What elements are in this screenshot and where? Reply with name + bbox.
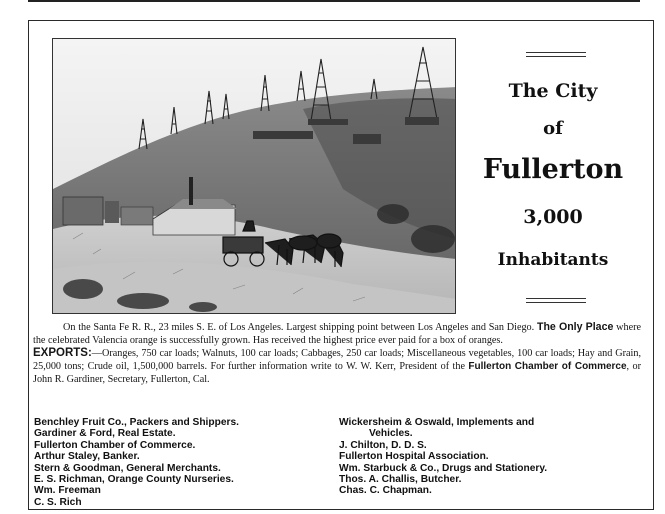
heading-the-city: The City — [508, 80, 598, 102]
business-entry: Wm. Freeman — [34, 485, 101, 497]
double-rule-top-2 — [526, 56, 586, 57]
inhabitants-label: Inhabitants — [497, 250, 609, 270]
exports-tail: , or John R. Gardiner, Secretary, Fullerton, Cal. — [33, 361, 641, 386]
top-rule — [28, 0, 640, 2]
business-entry-continued: Vehicles. — [369, 428, 413, 440]
business-entry: Fullerton Chamber of Commerce. — [34, 439, 196, 451]
double-rule-top — [526, 52, 586, 53]
intro-paragraph — [33, 321, 641, 347]
photo-illustration — [53, 39, 456, 314]
business-entry: Thos. A. Challis, Butcher. — [339, 474, 462, 486]
chamber-of-commerce-emphasis: Fullerton Chamber of Commerce — [468, 361, 627, 373]
intro-text-1: On the Santa Fe R. R., 23 miles S. E. of Los Angeles. Largest shipping point between Los Angeles and San Diego. — [63, 322, 535, 333]
business-entry: C. S. Rich — [34, 496, 82, 508]
double-rule-bottom-2 — [526, 302, 586, 303]
intro-text-2: where the celebrated Valencia orange is successfully grown. Has received the highest price ever paid for a box of oranges. — [33, 322, 642, 347]
oil-field-photo — [52, 38, 456, 314]
population-count: 3,000 — [523, 206, 583, 228]
business-entry: E. S. Richman, Orange County Nurseries. — [34, 474, 234, 486]
business-list-left — [34, 417, 324, 508]
business-entry: Wm. Starbuck & Co., Drugs and Stationery. — [339, 462, 548, 474]
exports-text: —Oranges, 750 car loads; Walnuts, 100 car loads; Cabbages, 250 car loads; Miscellaneous vegetables, 100 car loads; Hay and Grain, 25,000 tons; Crude oil, 1,500,000 barrels. For further information write to W. W. Kerr, President of the — [33, 348, 641, 373]
exports-label: EXPORTS: — [33, 347, 92, 360]
business-entry: Benchley Fruit Co., Packers and Shippers. — [34, 417, 239, 428]
city-heading-panel — [462, 38, 644, 314]
business-entry: Stern & Goodman, General Merchants. — [34, 462, 221, 474]
business-list-right — [339, 417, 639, 497]
city-name: Fullerton — [482, 154, 624, 185]
description-text — [33, 321, 641, 386]
heading-of: of — [543, 118, 563, 139]
exports-paragraph — [33, 347, 641, 386]
business-entry: Chas. C. Chapman. — [339, 485, 432, 497]
business-entry: Wickersheim & Oswald, Implements and — [339, 417, 535, 428]
business-entry: Arthur Staley, Banker. — [34, 451, 140, 463]
business-entry: Fullerton Hospital Association. — [339, 451, 489, 463]
business-entry: J. Chilton, D. D. S. — [339, 439, 427, 451]
business-entry: Gardiner & Ford, Real Estate. — [34, 428, 176, 440]
only-place-emphasis: The Only Place — [536, 321, 614, 333]
double-rule-bottom — [526, 298, 586, 299]
